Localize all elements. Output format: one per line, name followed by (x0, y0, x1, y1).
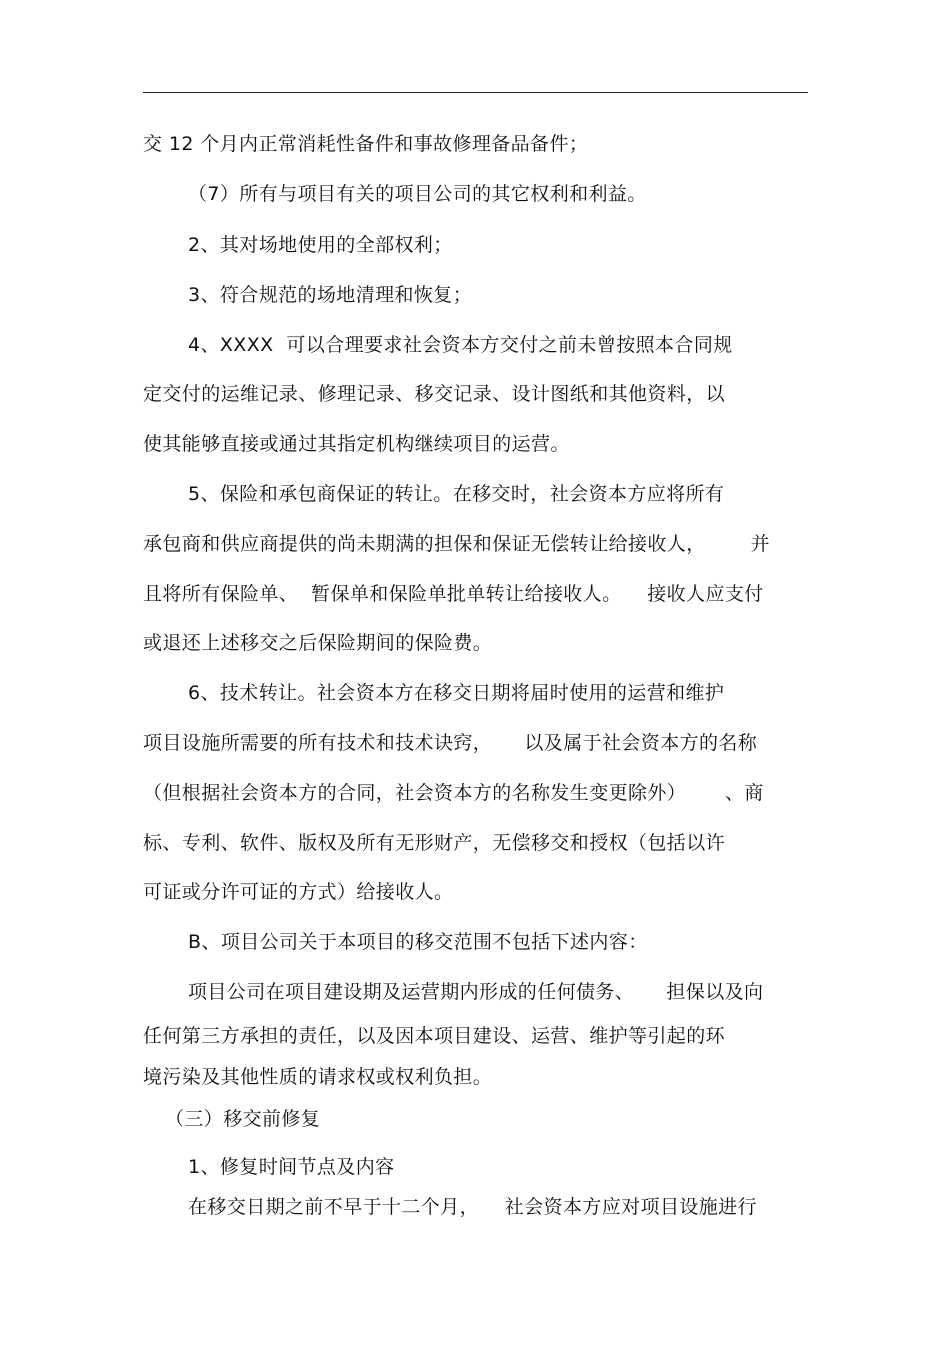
text-line-16: 可证或分许可证的方式）给接收人。 (143, 881, 454, 903)
header-rule (143, 92, 808, 93)
text-line-1: 交 12 个月内正常消耗性备件和事故修理备品备件； (143, 133, 589, 155)
text-line-4: 3、符合规范的场地清理和恢复； (188, 284, 473, 306)
section-heading: （三）移交前修复 (165, 1108, 321, 1130)
text-line-6: 定交付的运维记录、修理记录、移交记录、设计图纸和其他资料，以 (143, 383, 726, 405)
text-line-9: 承包商和供应商提供的尚未期满的担保和保证无偿转让给接收人， 并 (143, 533, 771, 555)
text-line-3: 2、其对场地使用的全部权利； (188, 234, 453, 256)
text-line-15: 标、专利、软件、版权及所有无形财产，无偿移交和授权（包括以许 (143, 832, 726, 854)
text-line-23: 在移交日期之前不早于十二个月， 社会资本方应对项目设施进行 (188, 1196, 757, 1218)
text-line-19: 任何第三方承担的责任，以及因本项目建设、运营、维护等引起的环 (143, 1025, 726, 1047)
text-line-5: 4、XXXX 可以合理要求社会资本方交付之前未曾按照本合同规 (188, 334, 733, 356)
text-line-12: 6、技术转让。社会资本方在移交日期将届时使用的运营和维护 (188, 682, 725, 704)
text-line-7: 使其能够直接或通过其指定机构继续项目的运营。 (143, 433, 570, 455)
text-line-13: 项目设施所需要的所有技术和技术诀窍， 以及属于社会资本方的名称 (143, 732, 758, 754)
subsection-heading: 1、修复时间节点及内容 (188, 1156, 395, 1178)
text-line-11: 或退还上述移交之后保险期间的保险费。 (143, 632, 493, 654)
text-line-20: 境污染及其他性质的请求权或权利负担。 (143, 1066, 493, 1088)
text-line-8: 5、保险和承包商保证的转让。在移交时，社会资本方应将所有 (188, 483, 725, 505)
text-line-10: 且将所有保险单、 暂保单和保险单批单转让给接收人。 接收人应支付 (143, 583, 764, 605)
text-line-2: （7）所有与项目有关的项目公司的其它权利和利益。 (188, 183, 647, 205)
text-line-17: B、项目公司关于本项目的移交范围不包括下述内容： (188, 931, 648, 953)
text-line-18: 项目公司在项目建设期及运营期内形成的任何债务、 担保以及向 (188, 981, 764, 1003)
text-line-14: （但根据社会资本方的合同，社会资本方的名称发生变更除外） 、商 (143, 782, 764, 804)
